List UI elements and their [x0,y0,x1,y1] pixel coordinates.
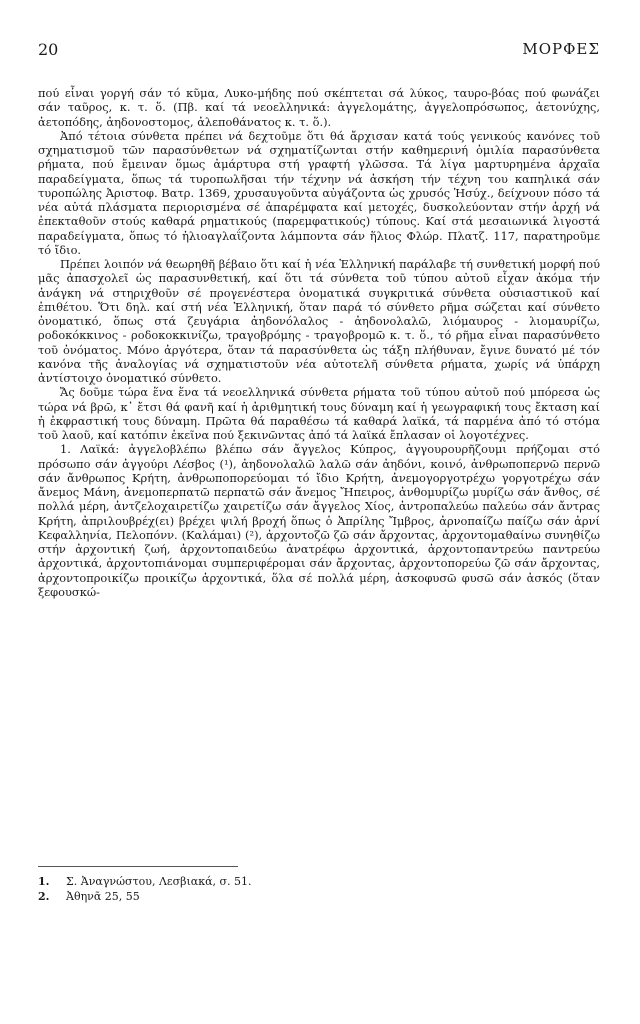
page-header [38,40,600,62]
paragraph: Πρέπει λοιπόν νά θεωρηθῆ βέβαιο ὅτι καί ἡ νέα Ἑλληνική παράλαβε τή συνθετική μορφή πού μᾶς ἀπασχολεῖ ὡς παρασυνθετική, καί ὅτι τά σύνθετα τοῦ τύπου αὐτοῦ εἶχαν ἀκόμα τήν ἀνάγκη νά στηριχθοῦν σέ προγενέστερα ὀνοματικά συγκριτικά σύνθετα οὐσιαστικοῦ καί ἐπιθέτου. Ὅτι δηλ. καί στή νέα Ἑλληνική, ὅταν παρά τό σύνθετο ρῆμα σώζεται καί σύνθετο ὀνοματικό, ὅπως στά ζευγάρια ἀηδονόλαλος - ἀηδονολαλῶ, λιόμαυρος - λιομαυρίζω, ροδοκόκκινος - ροδοκοκκινίζω, τραγοβρόμης - τραγοβρομῶ κ. τ. ὅ., τό ρῆμα εἶναι παρασύνθετο τοῦ ὀνόματος. Μόνο ἀργότερα, ὅταν τά παρασύνθετα ὡς τάξη πλήθυναν, ἔγινε δυνατό μέ τόν κανόνα τῆς ἀναλογίας νά σχηματιστοῦν νέα αὐτοτελῆ σύνθετα ρήματα, χωρίς νά ὑπάρχη ἀντίστοιχο ὀνοματικό σύνθετο. [38,257,600,385]
paragraph: πού εἶναι γοργή σάν τό κῦμα, Λυκο-μήδης πού σκέπτεται σά λύκος, ταυρο-βόας πού φωνάζει σάν ταῦρος, κ. τ. ὅ. (Πβ. καί τά νεοελληνικά: ἀγγελομάτης, ἀγγελοπρόσωπος, ἀετονύχης, ἀετοπόδης, ἀηδονοστομος, ἀλεποθάνατος κ. τ. ὅ.). [38,86,600,129]
body-text [38,86,600,599]
footnote-number: 2. [38,890,50,903]
footnote-divider [38,866,238,867]
footnote-number: 1. [38,875,50,888]
paragraph: 1. Λαϊκά: ἀγγελοβλέπω βλέπω σάν ἄγγελος Κύπρος, ἀγγουρουρῆζουμι πρήζομαι στό πρόσωπο σάν ἀγγούρι Λέσβος (¹), ἀηδονολαλῶ λαλῶ σάν ἀηδόνι, κοινό, ἀνθρωποπερνῶ περνῶ σάν ἄνθρωπος Κρήτη, ἀνθρωποπορεύομαι τό ἴδιο Κρήτη, ἀνεμογοργοτρέχω γοργοτρέχω σάν ἄνεμος Μάνη, ἀνεμοπερπατῶ περπατῶ σάν ἄνεμος Ἤπειρος, ἀνθομυρίζω μυρίζω σάν ἄνθος, σέ πολλά μέρη, ἀντζελοχαιρετίζω χαιρετίζω σάν ἄγγελος Χίος, ἀντροπαλεύω παλεύω σάν ἄντρας Κρήτη, ἀπριλουβρέχ(ει) βρέχει ψιλή βροχή ὅπως ὁ Ἀπρίλης Ἴμβρος, ἀρνοπαίζω παίζω σάν ἀρνί Κεφαλληνία, Πελοπόνν. (Καλάμαι) (²), ἀρχοντοζῶ ζῶ σάν ἄρχοντας, ἀρχοντομαθαίνω συνηθίζω στήν ἀρχοντική ζωή, ἀρχοντοπαιδεύω ἀνατρέφω ἀρχοντικά, ἀρχοντοπαντρεύω παντρεύω ἀρχοντικά, ἀρχοντοπιάνομαι συμπεριφέρομαι σάν ἄρχοντας, ἀρχοντοπορεύω ζῶ σάν ἄρχοντας, ἀρχοντοπροικίζω προικίζω ἀρχοντικά, ὅλα σέ πολλά μέρη, ἀσκοφυσῶ φυσῶ σάν ἀσκός (ὅταν ξεφουσκώ- [38,442,600,599]
footnotes [38,874,598,904]
footnote [38,874,598,889]
footnote-text: Ἀθηνᾶ 25, 55 [66,890,140,903]
page-number: 20 [38,40,59,59]
footnote [38,889,598,904]
footnote-text: Σ. Ἀναγνώστου, Λεσβιακά, σ. 51. [66,875,252,888]
running-title: ΜΟΡΦΕΣ [522,40,600,58]
paragraph: Ἀπό τέτοια σύνθετα πρέπει νά δεχτοῦμε ὅτι θά ἄρχισαν κατά τούς γενικούς κανόνες τοῦ σχηματισμοῦ τῶν παρασύνθετων νά σχηματίζωνται στήν καθημερινή ὁμιλία παρασύνθετα ρήματα, πού ἔμειναν ὅμως ἀμάρτυρα στή γραφτή γλῶσσα. Τά λίγα μαρτυρημένα ἀρχαῖα παραδείγματα, ὅπως τά τυροπωλῆσαι τήν τέχνην νά ἀσκήση τήν τέχνη του καπηλικά σάν τυροπώλης Ἀριστοφ. Βατρ. 1369, χρυσαυγοῦντα αὐγάζοντα ὡς χρυσός Ἡσύχ., δείχνουν πόσο τά νέα αὐτά πλάσματα περιορισμένα σέ ἀπαρέμφατα καί μετοχές, δυσκολεύονταν στήν ἀρχή νά ἐπεκταθοῦν στούς καθαρά ρηματικούς (παρεμφατικούς) τύπους. Καί στά μεσαιωνικά λιγοστά παραδείγματα, ὅπως τό ἡλιοαγλαΐζοντα λάμποντα σάν ἥλιος Φλώρ. Πλατζ. 117, παρατηροῦμε τό ἴδιο. [38,128,600,257]
paragraph: Ἄς δοῦμε τώρα ἕνα ἕνα τά νεοελληνικά σύνθετα ρήματα τοῦ τύπου αὐτοῦ πού μπόρεσα ὡς τώρα νά βρῶ, κ᾿ ἔτσι θά φανῆ καί ἡ ἀριθμητική τους δύναμη καί ἡ γεωγραφική τους ἔκταση καί ἡ ἐκφραστική τους δύναμη. Πρῶτα θά παραθέσω τά καθαρά λαϊκά, τά παρμένα ἀπό τό στόμα τοῦ λαοῦ, καί κατόπιν ἐκεῖνα πού ξεκινῶντας ἀπό τά λαϊκά ἔπλασαν οἱ λογοτέχνες. [38,385,600,442]
